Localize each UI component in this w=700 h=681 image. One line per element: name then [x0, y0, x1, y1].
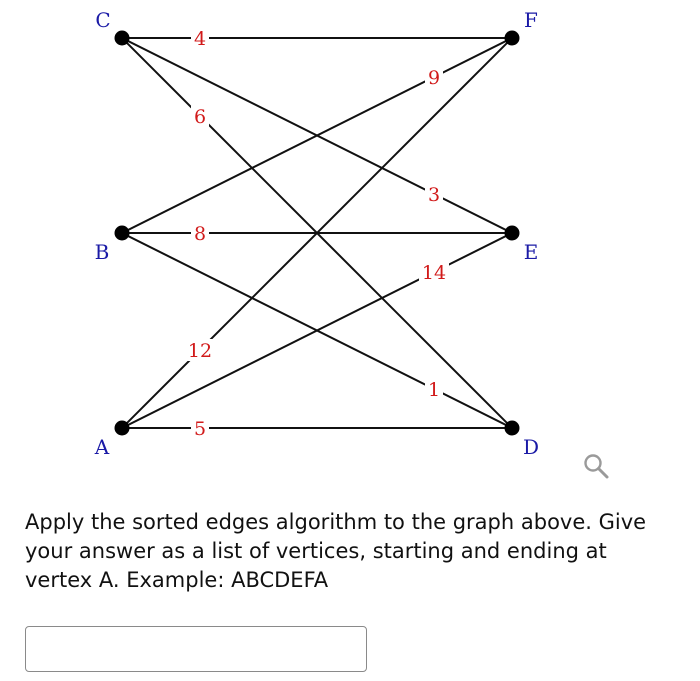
- edge-weight-cd: 6: [193, 106, 207, 128]
- edge-weight-bd: 1: [427, 379, 441, 401]
- edge-weight-ce: 3: [427, 184, 441, 206]
- magnifier-icon[interactable]: [582, 452, 610, 480]
- vertex-label-c: C: [95, 8, 111, 32]
- vertex-c: [115, 31, 130, 46]
- question-text: Apply the sorted edges algorithm to the graph above. Give your answer as a list of vertices, starting and ending at vertex A. Example: ABCDEFA: [25, 510, 647, 592]
- vertex-label-d: D: [522, 435, 540, 459]
- vertex-label-b: B: [94, 240, 110, 264]
- answer-input[interactable]: [25, 626, 367, 672]
- vertex-d: [505, 421, 520, 436]
- vertex-label-e: E: [523, 240, 539, 264]
- vertex-a: [115, 421, 130, 436]
- edge-weight-ae: 14: [421, 262, 447, 284]
- vertex-label-a: A: [94, 435, 110, 459]
- vertex-e: [505, 226, 520, 241]
- vertex-f: [505, 31, 520, 46]
- vertex-label-f: F: [524, 8, 538, 32]
- edge-weight-cf: 4: [193, 28, 207, 50]
- edge-weight-af: 12: [187, 340, 213, 362]
- vertex-b: [115, 226, 130, 241]
- edge-weight-ad: 5: [193, 418, 207, 440]
- edge-weight-bf: 9: [427, 67, 441, 89]
- edge-weight-be: 8: [193, 223, 207, 245]
